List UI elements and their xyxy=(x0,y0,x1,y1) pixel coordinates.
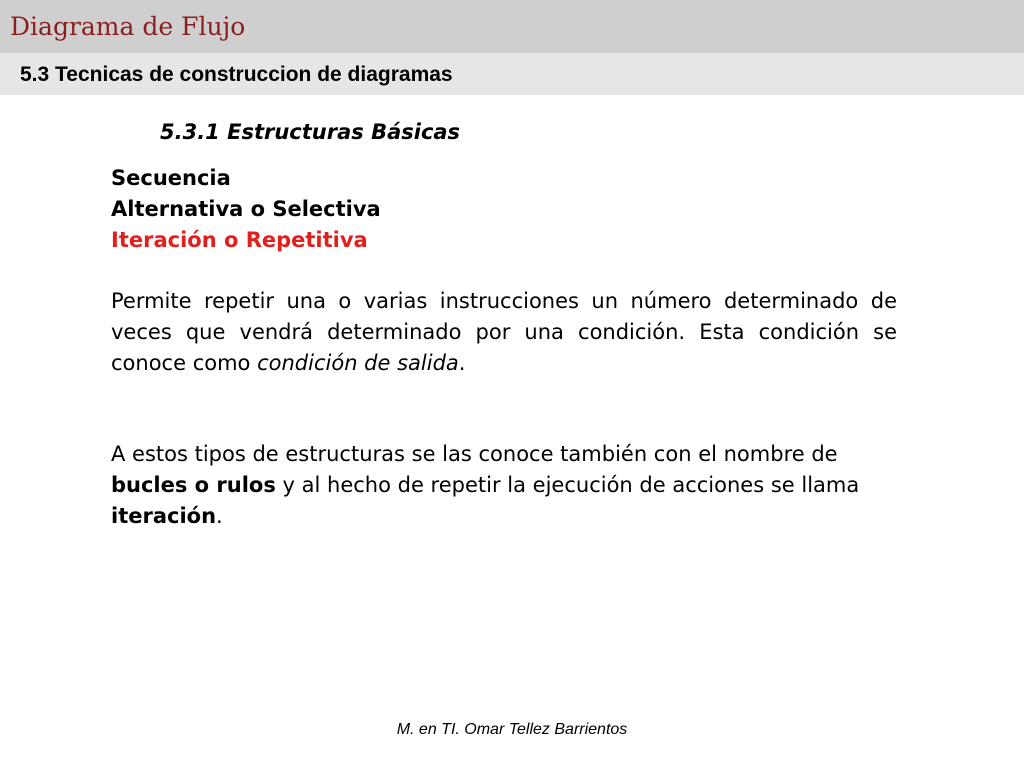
slide-title: Diagrama de Flujo xyxy=(10,12,246,41)
title-bar xyxy=(0,0,1024,53)
paragraph-loops-part1: A estos tipos de estructuras se las conoce también con el nombre de xyxy=(111,442,838,466)
footer-author: M. en TI. Omar Tellez Barrientos xyxy=(396,721,628,738)
structure-list xyxy=(111,163,381,256)
slide-subtitle: 5.3 Tecnicas de construccion de diagramas xyxy=(20,63,453,86)
term-condicion-de-salida: condición de salida xyxy=(257,351,459,375)
paragraph-loops-part2: y al hecho de repetir la ejecución de acciones se llama xyxy=(282,473,860,497)
paragraph-loops xyxy=(111,439,897,532)
term-bucles-o-rulos: bucles o rulos xyxy=(111,473,276,497)
structure-item-alternativa: Alternativa o Selectiva xyxy=(111,197,381,221)
paragraph-loops-end: . xyxy=(216,504,223,528)
paragraph-definition-text: Permite repetir una o varias instrucciones un número determinado de veces que vendrá determinado por una condición. Esta condición se conoce como xyxy=(111,289,897,375)
paragraph-definition xyxy=(111,286,897,379)
structure-item-iteracion: Iteración o Repetitiva xyxy=(111,228,368,252)
paragraph-definition-end: . xyxy=(458,351,466,375)
section-heading: 5.3.1 Estructuras Básicas xyxy=(160,120,461,144)
term-iteracion: iteración xyxy=(111,504,217,528)
subtitle-bar xyxy=(0,53,1024,95)
structure-item-secuencia: Secuencia xyxy=(111,166,231,190)
